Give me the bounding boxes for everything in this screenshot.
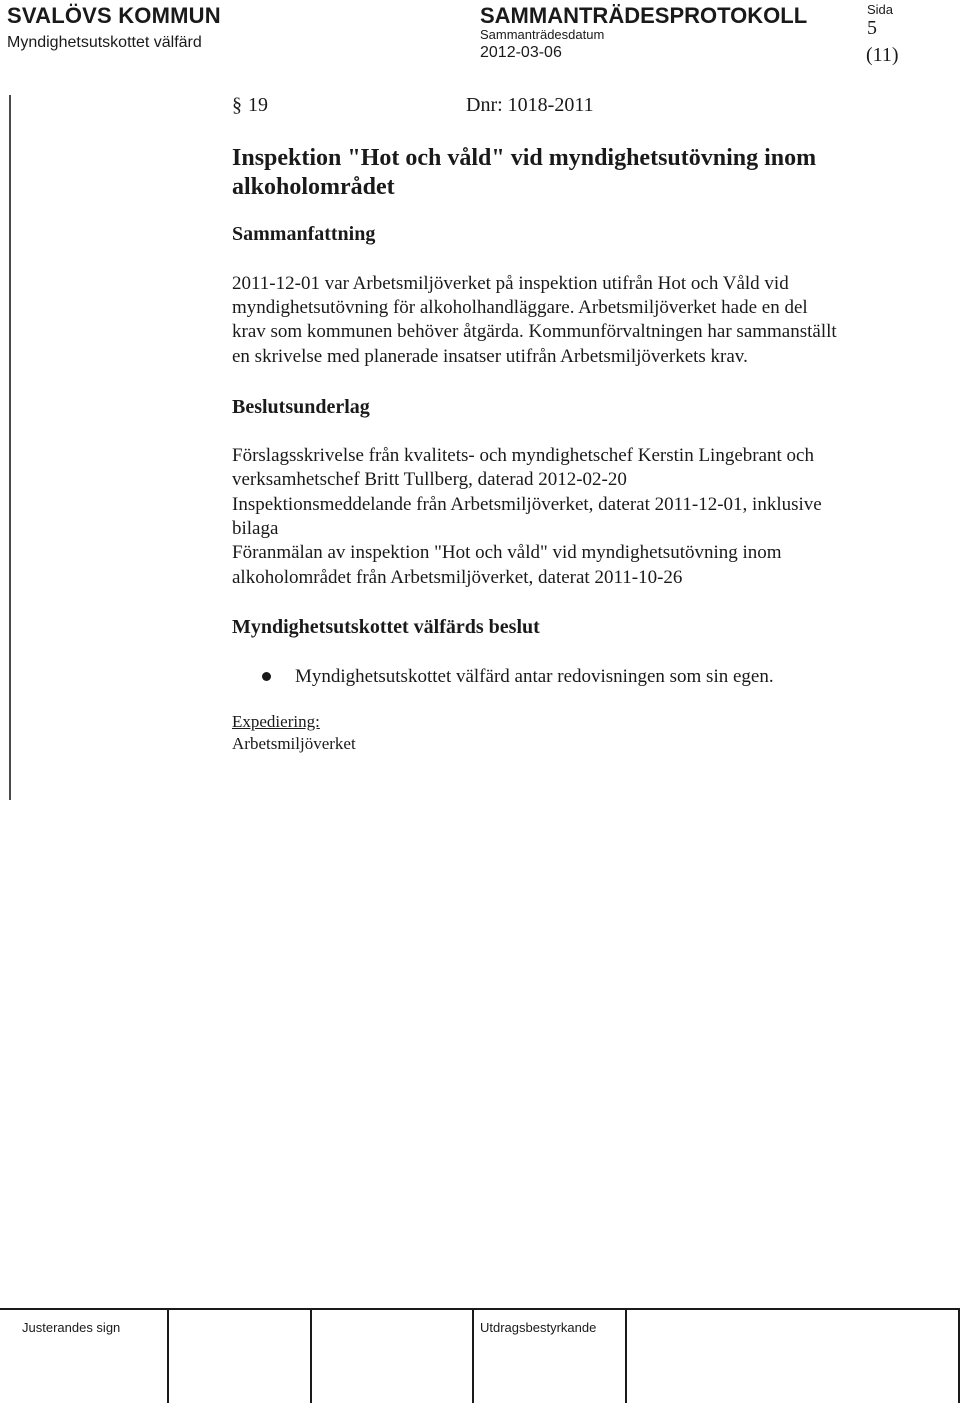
- summary-line: en skrivelse med planerade insatser utifrån Arbetsmiljöverkets krav.: [232, 346, 748, 367]
- decision-heading: Myndighetsutskottet välfärds beslut: [232, 616, 540, 638]
- left-margin-rule: [9, 95, 11, 800]
- document-type: SAMMANTRÄDESPROTOKOLL: [480, 3, 808, 28]
- dispatch-recipient: Arbetsmiljöverket: [232, 734, 356, 753]
- date-label: Sammanträdesdatum: [480, 27, 605, 42]
- basis-line: Föranmälan av inspektion "Hot och våld" vid myndighetsutövning inom: [232, 542, 782, 563]
- footer-rule: [0, 1308, 960, 1310]
- dispatch-label: Expediering:: [232, 712, 320, 731]
- organization-name: SVALÖVS KOMMUN: [7, 3, 221, 28]
- signature-label: Justerandes sign: [22, 1320, 121, 1335]
- basis-line: Förslagsskrivelse från kvalitets- och myndighetschef Kerstin Lingebrant och: [232, 445, 814, 466]
- dnr: Dnr: 1018-2011: [466, 94, 594, 116]
- summary-line: krav som kommunen behöver åtgärda. Kommunförvaltningen har sammanställt: [232, 321, 837, 342]
- summary-line: 2011-12-01 var Arbetsmiljöverket på inspektion utifrån Hot och Våld vid: [232, 273, 789, 294]
- basis-line: Inspektionsmeddelande från Arbetsmiljöverket, daterat 2011-12-01, inklusive: [232, 494, 822, 515]
- page-label: Sida: [867, 2, 894, 17]
- paragraph-symbol: §: [232, 94, 242, 116]
- page-number: 5: [867, 17, 877, 39]
- section-number: 19: [248, 94, 268, 116]
- footer-divider: [472, 1308, 474, 1403]
- summary-line: myndighetsutövning för alkoholhandläggare. Arbetsmiljöverket hade en del: [232, 297, 808, 318]
- section-title: Inspektion "Hot och våld" vid myndighetsutövning inom alkoholområdet: [232, 145, 817, 200]
- footer-divider: [310, 1308, 312, 1403]
- basis-heading: Beslutsunderlag: [232, 396, 370, 418]
- decision-bullet-text: Myndighetsutskottet välfärd antar redovisningen som sin egen.: [295, 666, 774, 687]
- extract-label: Utdragsbestyrkande: [480, 1320, 597, 1335]
- summary-heading: Sammanfattning: [232, 223, 376, 245]
- basis-line: verksamhetschef Britt Tullberg, daterad 2012-02-20: [232, 469, 627, 490]
- footer-divider: [167, 1308, 169, 1403]
- meeting-date: 2012-03-06: [480, 44, 562, 61]
- committee-name: Myndighetsutskottet välfärd: [7, 34, 202, 51]
- footer-divider: [625, 1308, 627, 1403]
- basis-line: bilaga: [232, 518, 279, 539]
- page-total: (11): [866, 44, 899, 66]
- bullet-icon: [262, 672, 271, 681]
- basis-line: alkoholområdet från Arbetsmiljöverket, daterat 2011-10-26: [232, 567, 683, 588]
